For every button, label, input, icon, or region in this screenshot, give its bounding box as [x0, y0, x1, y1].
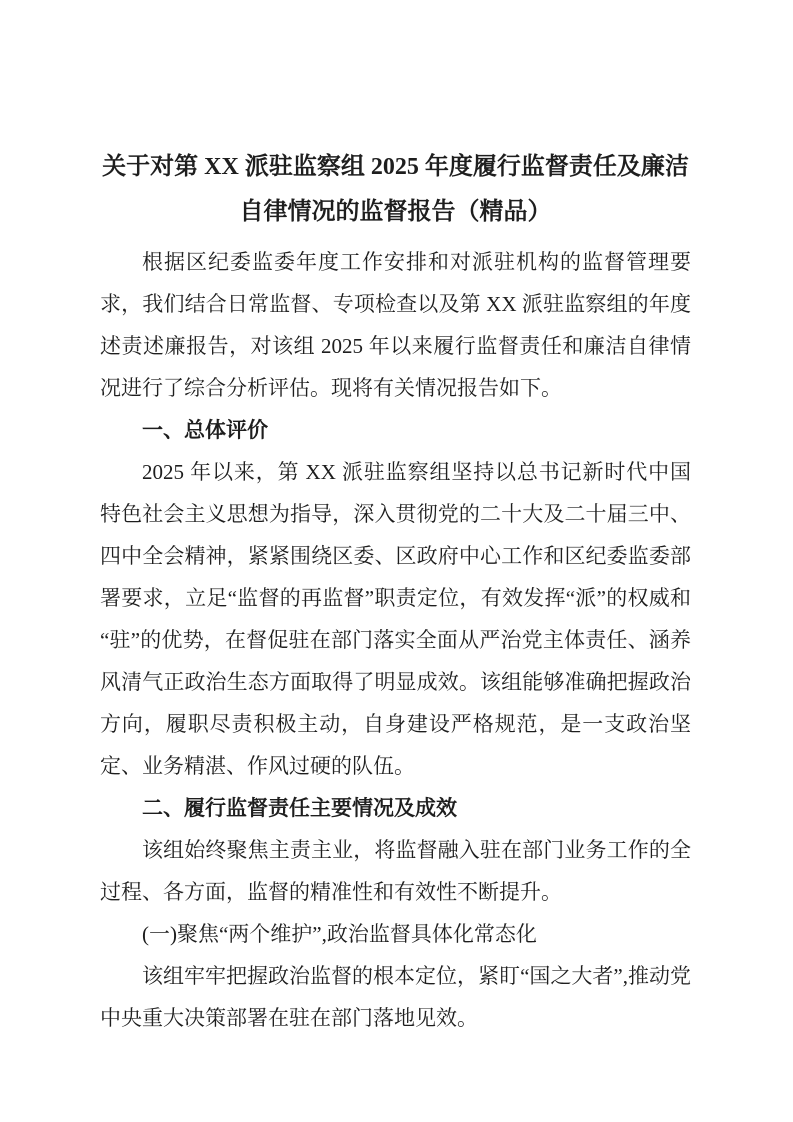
intro-paragraph: 根据区纪委监委年度工作安排和对派驻机构的监督管理要求，我们结合日常监督、专项检查以及第 XX 派驻监察组的年度述责述廉报告，对该组 2025 年以来履行监督责任和廉洁自律情况进行了综合分析评估。现将有关情况报告如下。 — [100, 250, 691, 400]
section-heading-supervision-duty: 二、履行监督责任主要情况及成效 — [142, 796, 457, 820]
sub-section-heading-two-safeguards: (一)聚焦“两个维护”,政治监督具体化常态化 — [142, 922, 537, 946]
document-title: 关于对第 XX 派驻监察组 2025 年度履行监督责任及廉洁自律情况的监督报告（精品） — [102, 154, 689, 225]
two-safeguards-paragraph: 该组牢牢把握政治监督的根本定位，紧盯“国之大者”,推动党中央重大决策部署在驻在部门落地见效。 — [100, 964, 691, 1030]
overall-evaluation-paragraph: 2025 年以来，第 XX 派驻监察组坚持以总书记新时代中国特色社会主义思想为指导，深入贯彻党的二十大及二十届三中、四中全会精神，紧紧围绕区委、区政府中心工作和区纪委监委部署要求，立足“监督的再监督”职责定位，有效发挥“派”的权威和“驻”的优势，在督促驻在部门落实全面从严治党主体责任、涵养风清气正政治生态方面取得了明显成效。该组能够准确把握政治方向，履职尽责积极主动，自身建设严格规范，是一支政治坚定、业务精湛、作风过硬的队伍。 — [100, 460, 691, 778]
section-heading-overall-evaluation: 一、总体评价 — [142, 418, 268, 442]
supervision-duty-paragraph: 该组始终聚焦主责主业，将监督融入驻在部门业务工作的全过程、各方面，监督的精准性和有效性不断提升。 — [100, 838, 691, 904]
